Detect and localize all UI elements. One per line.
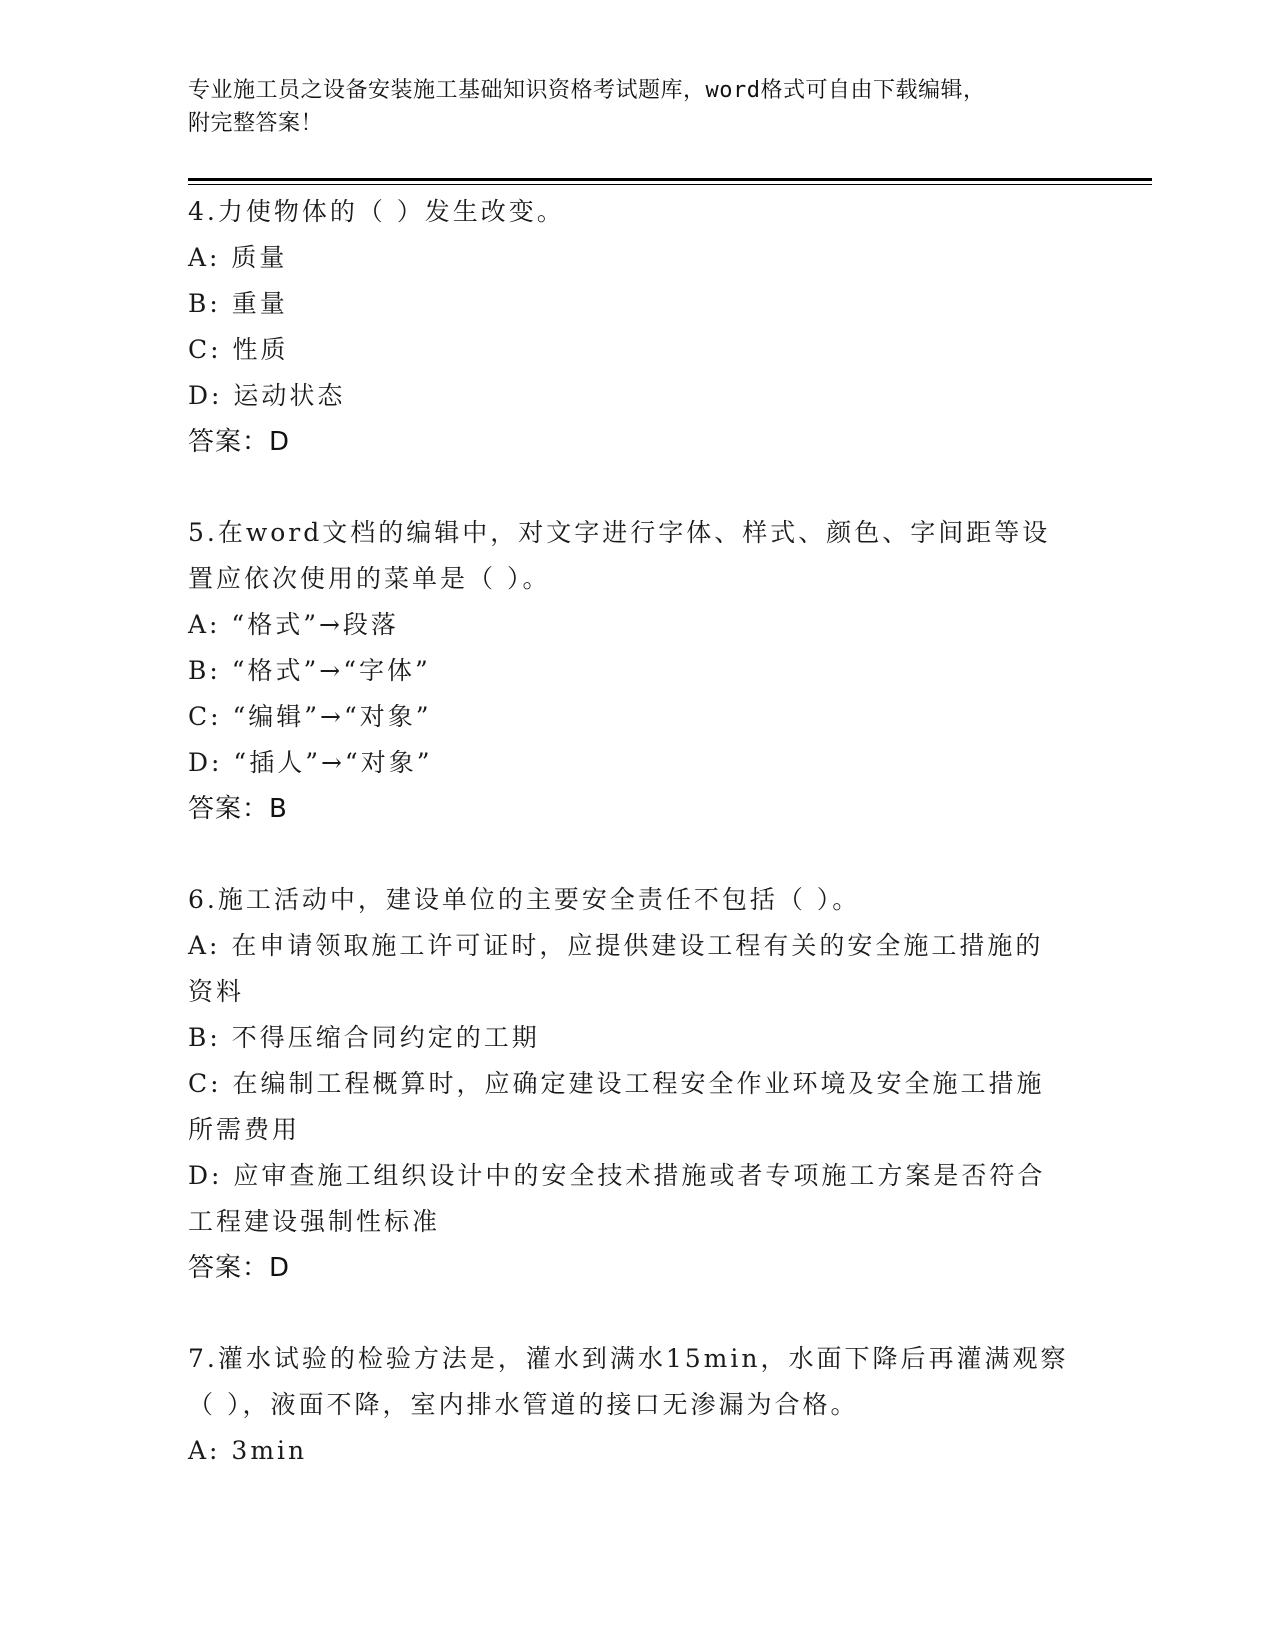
- question-4: [188, 189, 1088, 465]
- question-5-answer: 答案：B: [188, 794, 288, 824]
- question-6-stem: 6.施工活动中，建设单位的主要安全责任不包括（ ）。: [188, 885, 861, 914]
- question-6: [188, 877, 1088, 1291]
- header-line-1: 专业施工员之设备安装施工基础知识资格考试题库，word格式可自由下载编辑，: [188, 78, 986, 103]
- question-7-stem-line-1: 7.灌水试验的检验方法是，灌水到满水15min，水面下降后再灌满观察: [188, 1344, 1069, 1373]
- document-header: [188, 74, 1068, 140]
- question-6-option-b: B: 不得压缩合同约定的工期: [188, 1023, 540, 1052]
- header-rule-thin: [188, 184, 1152, 185]
- header-line-2: 附完整答案！: [188, 111, 324, 136]
- question-4-option-a: A: 质量: [188, 243, 288, 272]
- question-5: [188, 510, 1088, 832]
- question-5-option-c: C: “编辑”→“对象”: [188, 702, 432, 731]
- question-list: [188, 189, 1088, 1474]
- question-7: [188, 1336, 1088, 1474]
- question-6-answer: 答案：D: [188, 1253, 291, 1283]
- question-4-stem: 4.力使物体的（ ）发生改变。: [188, 197, 565, 226]
- question-5-option-a: A: “格式”→段落: [188, 610, 399, 639]
- question-4-option-b: B: 重量: [188, 289, 288, 318]
- question-6-option-d-line-2: 工程建设强制性标准: [188, 1207, 441, 1236]
- question-4-answer: 答案：D: [188, 427, 291, 457]
- question-6-option-a-line-2: 资料: [188, 977, 245, 1006]
- header-rule-thick: [188, 178, 1152, 181]
- question-7-stem-line-2: （ ），液面不降，室内排水管道的接口无渗漏为合格。: [188, 1390, 859, 1419]
- question-4-option-c: C: 性质: [188, 335, 289, 364]
- question-5-stem-line-1: 5.在word文档的编辑中，对文字进行字体、样式、颜色、字间距等设: [188, 518, 1051, 547]
- question-7-option-a: A: 3min: [188, 1436, 308, 1465]
- question-5-option-d: D: “插人”→“对象”: [188, 748, 433, 777]
- question-6-option-c-line-2: 所需费用: [188, 1115, 301, 1144]
- question-6-option-c-line-1: C: 在编制工程概算时，应确定建设工程安全作业环境及安全施工措施: [188, 1069, 1045, 1098]
- question-6-option-a-line-1: A: 在申请领取施工许可证时，应提供建设工程有关的安全施工措施的: [188, 931, 1044, 960]
- question-6-option-d-line-1: D: 应审查施工组织设计中的安全技术措施或者专项施工方案是否符合: [188, 1161, 1046, 1190]
- question-5-option-b: B: “格式”→“字体”: [188, 656, 431, 685]
- question-4-option-d: D: 运动状态: [188, 381, 346, 410]
- question-5-stem-line-2: 置应依次使用的菜单是（ ）。: [188, 564, 551, 593]
